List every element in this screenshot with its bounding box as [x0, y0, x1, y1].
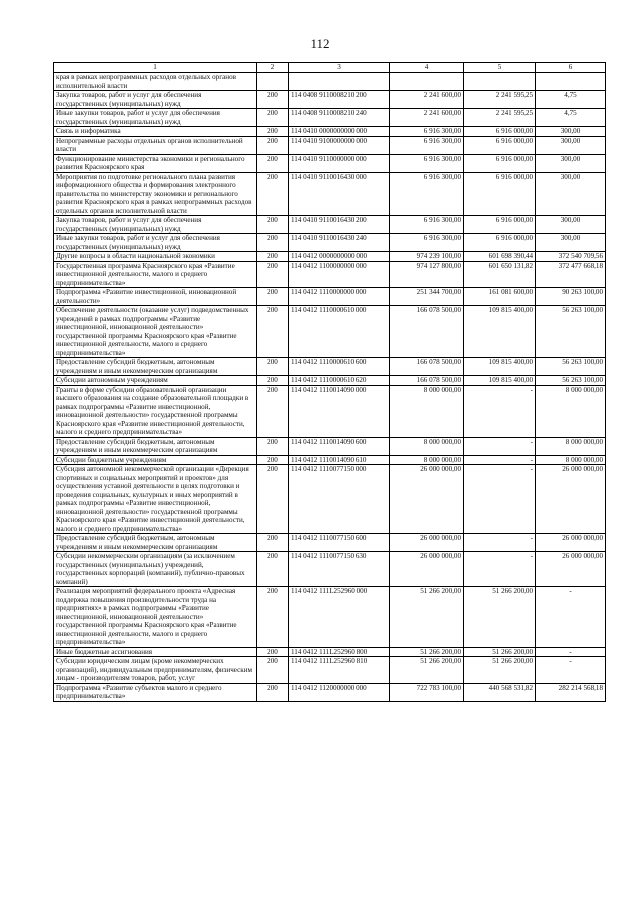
row-remaining-amount-cell: 26 000 000,00: [536, 465, 606, 534]
row-name-cell: Подпрограмма «Развитие субъектов малого и среднего предпринимательства»: [54, 683, 257, 701]
row-classification-code-cell: 114 0412 1110000610 000: [289, 306, 390, 358]
row-name-cell: Субсидии некоммерческим организациям (за исключением государственных (муниципальных) учреждений, государственных корпораций (компаний), публично-правовых компаний): [54, 552, 257, 587]
row-approved-amount-cell: 26 000 000,00: [390, 552, 464, 587]
table-row: [54, 154, 606, 172]
row-approved-amount-cell: 2 241 600,00: [390, 109, 464, 127]
table-row: [54, 455, 606, 465]
row-classification-code-cell: 114 0410 9100000000 000: [289, 136, 390, 154]
row-code-cell: 200: [257, 683, 289, 701]
row-classification-code-cell: 114 0412 1110014090 600: [289, 437, 390, 455]
row-executed-amount-cell: 109 815 400,00: [464, 306, 536, 358]
table-row: [54, 136, 606, 154]
row-classification-code-cell: 114 0410 9110016430 000: [289, 172, 390, 216]
row-executed-amount-cell: 109 815 400,00: [464, 376, 536, 386]
row-name-cell: края в рамках непрограммных расходов отдельных органов исполнительной власти: [54, 73, 257, 91]
row-code-cell: 200: [257, 647, 289, 657]
row-name-cell: Мероприятия по подготовке регионального плана развития информационного общества и формирования электронного правительства по министерству экономики и регионального развития Красноярского края в рамках непрограммных расходов отдельных органов исполнительной власти: [54, 172, 257, 216]
row-code-cell: 200: [257, 109, 289, 127]
page-number: 112: [310, 36, 330, 51]
row-approved-amount-cell: [390, 73, 464, 91]
row-remaining-amount-cell: -: [536, 647, 606, 657]
row-approved-amount-cell: 6 916 300,00: [390, 172, 464, 216]
row-executed-amount-cell: 6 916 000,00: [464, 172, 536, 216]
row-executed-amount-cell: 51 266 200,00: [464, 587, 536, 648]
row-executed-amount-cell: [464, 73, 536, 91]
row-remaining-amount-cell: 8 000 000,00: [536, 385, 606, 437]
row-executed-amount-cell: 51 266 200,00: [464, 647, 536, 657]
row-remaining-amount-cell: 300,00: [536, 234, 606, 252]
table-row: [54, 465, 606, 534]
row-executed-amount-cell: 2 241 595,25: [464, 91, 536, 109]
row-remaining-amount-cell: 300,00: [536, 172, 606, 216]
row-classification-code-cell: 114 0412 1110000610 600: [289, 358, 390, 376]
row-approved-amount-cell: 166 078 500,00: [390, 376, 464, 386]
table-row: [54, 234, 606, 252]
row-remaining-amount-cell: 282 214 568,18: [536, 683, 606, 701]
row-approved-amount-cell: 51 266 200,00: [390, 657, 464, 684]
row-approved-amount-cell: 6 916 300,00: [390, 127, 464, 137]
row-approved-amount-cell: 2 241 600,00: [390, 91, 464, 109]
row-executed-amount-cell: 161 081 600,00: [464, 288, 536, 306]
row-executed-amount-cell: -: [464, 437, 536, 455]
column-header: 2: [257, 63, 289, 73]
row-classification-code-cell: 114 0412 111L252960 000: [289, 587, 390, 648]
row-name-cell: Предоставление субсидий бюджетным, автономным учреждениям и иным некоммерческим организациям: [54, 437, 257, 455]
row-executed-amount-cell: -: [464, 552, 536, 587]
table-header-row: [54, 63, 606, 73]
row-classification-code-cell: 114 0408 9110008210 240: [289, 109, 390, 127]
row-code-cell: 200: [257, 216, 289, 234]
table-row: [54, 683, 606, 701]
row-name-cell: Функционирование министерства экономики и регионального развития Красноярского края: [54, 154, 257, 172]
row-approved-amount-cell: 26 000 000,00: [390, 465, 464, 534]
row-approved-amount-cell: 8 000 000,00: [390, 437, 464, 455]
row-code-cell: 200: [257, 385, 289, 437]
table-row: [54, 647, 606, 657]
row-code-cell: 200: [257, 172, 289, 216]
table-row: [54, 261, 606, 288]
row-name-cell: Субсидии юридическим лицам (кроме некоммерческих организаций), индивидуальным предпринимателям, физическим лицам - производителям товаров, работ, услуг: [54, 657, 257, 684]
column-header: 3: [289, 63, 390, 73]
table-row: [54, 127, 606, 137]
row-code-cell: 200: [257, 455, 289, 465]
row-remaining-amount-cell: [536, 73, 606, 91]
row-code-cell: 200: [257, 437, 289, 455]
row-code-cell: 200: [257, 306, 289, 358]
row-name-cell: Гранты в форме субсидии образовательной организации высшего образования на создание образовательной площадки в рамках подпрограммы «Развитие инвестиционной, инновационной деятельности» государственной программы Красноярского края «Развитие инвестиционной деятельности, малого и среднего предпринимательства»: [54, 385, 257, 437]
row-executed-amount-cell: -: [464, 465, 536, 534]
row-remaining-amount-cell: 26 000 000,00: [536, 534, 606, 552]
row-classification-code-cell: 114 0412 1110014090 000: [289, 385, 390, 437]
row-classification-code-cell: 114 0412 1110077150 000: [289, 465, 390, 534]
column-header: 1: [54, 63, 257, 73]
row-remaining-amount-cell: 372 477 668,18: [536, 261, 606, 288]
row-name-cell: Непрограммные расходы отдельных органов исполнительной власти: [54, 136, 257, 154]
row-remaining-amount-cell: 56 263 100,00: [536, 358, 606, 376]
table-row: [54, 109, 606, 127]
row-classification-code-cell: 114 0410 9110000000 000: [289, 154, 390, 172]
row-classification-code-cell: 114 0412 1110000000 000: [289, 288, 390, 306]
row-classification-code-cell: 114 0412 1110014090 610: [289, 455, 390, 465]
row-executed-amount-cell: 6 916 000,00: [464, 234, 536, 252]
table-row: [54, 216, 606, 234]
row-name-cell: Иные бюджетные ассигнования: [54, 647, 257, 657]
row-code-cell: 200: [257, 376, 289, 386]
row-name-cell: Государственная программа Красноярского края «Развитие инвестиционной деятельности, малого и среднего предпринимательства»: [54, 261, 257, 288]
row-approved-amount-cell: 166 078 500,00: [390, 358, 464, 376]
row-classification-code-cell: 114 0412 111L252960 800: [289, 647, 390, 657]
row-executed-amount-cell: 6 916 000,00: [464, 136, 536, 154]
row-name-cell: Закупка товаров, работ и услуг для обеспечения государственных (муниципальных) нужд: [54, 91, 257, 109]
table-row: [54, 376, 606, 386]
row-name-cell: Обеспечение деятельности (оказание услуг) подведомственных учреждений в рамках подпрограммы «Развитие инвестиционной, инновационной деятельности» государственной программы Красноярского края «Развитие инвестиционной деятельности, малого и среднего предпринимательства»: [54, 306, 257, 358]
row-approved-amount-cell: 166 078 500,00: [390, 306, 464, 358]
table-row: [54, 657, 606, 684]
table-row: [54, 534, 606, 552]
row-classification-code-cell: [289, 73, 390, 91]
row-approved-amount-cell: 251 344 700,00: [390, 288, 464, 306]
table-row: [54, 552, 606, 587]
row-code-cell: 200: [257, 358, 289, 376]
row-name-cell: Субсидии бюджетным учреждениям: [54, 455, 257, 465]
row-code-cell: 200: [257, 552, 289, 587]
row-executed-amount-cell: 440 568 531,82: [464, 683, 536, 701]
row-executed-amount-cell: -: [464, 534, 536, 552]
row-classification-code-cell: 114 0412 1110077150 600: [289, 534, 390, 552]
row-code-cell: 200: [257, 154, 289, 172]
row-remaining-amount-cell: 300,00: [536, 216, 606, 234]
row-approved-amount-cell: 8 000 000,00: [390, 455, 464, 465]
table-row: [54, 358, 606, 376]
row-name-cell: Другие вопросы в области национальной экономики: [54, 252, 257, 262]
row-classification-code-cell: 114 0412 0000000000 000: [289, 252, 390, 262]
row-code-cell: 200: [257, 465, 289, 534]
row-remaining-amount-cell: 8 000 000,00: [536, 455, 606, 465]
row-remaining-amount-cell: -: [536, 587, 606, 648]
row-classification-code-cell: 114 0412 1110077150 630: [289, 552, 390, 587]
row-classification-code-cell: 114 0412 111L252960 810: [289, 657, 390, 684]
row-classification-code-cell: 114 0410 0000000000 000: [289, 127, 390, 137]
row-approved-amount-cell: 722 783 100,00: [390, 683, 464, 701]
row-code-cell: [257, 73, 289, 91]
table-row: [54, 91, 606, 109]
row-approved-amount-cell: 51 266 200,00: [390, 587, 464, 648]
row-approved-amount-cell: 6 916 300,00: [390, 136, 464, 154]
row-remaining-amount-cell: 90 263 100,00: [536, 288, 606, 306]
row-remaining-amount-cell: 4,75: [536, 91, 606, 109]
row-executed-amount-cell: -: [464, 455, 536, 465]
row-remaining-amount-cell: 300,00: [536, 127, 606, 137]
row-approved-amount-cell: 26 000 000,00: [390, 534, 464, 552]
row-remaining-amount-cell: 56 263 100,00: [536, 376, 606, 386]
table-row: [54, 437, 606, 455]
row-approved-amount-cell: 6 916 300,00: [390, 154, 464, 172]
row-code-cell: 200: [257, 587, 289, 648]
row-name-cell: Субсидия автономной некоммерческой организации «Дирекция спортивных и социальных мероприятий и проектов» для осуществления уставной деятельности в целях подготовки и проведения социальных, культурных и иных мероприятий в рамках подпрограммы «Развитие инвестиционной, инновационной деятельности» государственной программы Красноярского края «Развитие инвестиционной деятельности, малого и среднего предпринимательства»: [54, 465, 257, 534]
row-code-cell: 200: [257, 234, 289, 252]
row-classification-code-cell: 114 0412 1110000610 620: [289, 376, 390, 386]
row-name-cell: Закупка товаров, работ и услуг для обеспечения государственных (муниципальных) нужд: [54, 216, 257, 234]
row-name-cell: Реализация мероприятий федерального проекта «Адресная поддержка повышения производительности труда на предприятиях» в рамках подпрограммы «Развитие инвестиционной, инновационной деятельности» государственной программы Красноярского края «Развитие инвестиционной деятельности, малого и среднего предпринимательства»: [54, 587, 257, 648]
row-remaining-amount-cell: 372 540 709,56: [536, 252, 606, 262]
row-approved-amount-cell: 6 916 300,00: [390, 216, 464, 234]
row-classification-code-cell: 114 0412 1120000000 000: [289, 683, 390, 701]
row-approved-amount-cell: 51 266 200,00: [390, 647, 464, 657]
table-body: [54, 73, 606, 702]
row-code-cell: 200: [257, 657, 289, 684]
row-remaining-amount-cell: 56 263 100,00: [536, 306, 606, 358]
table-row: [54, 252, 606, 262]
table-row: [54, 587, 606, 648]
row-classification-code-cell: 114 0412 1100000000 000: [289, 261, 390, 288]
row-approved-amount-cell: 974 239 100,00: [390, 252, 464, 262]
row-code-cell: 200: [257, 91, 289, 109]
row-name-cell: Подпрограмма «Развитие инвестиционной, инновационной деятельности»: [54, 288, 257, 306]
row-executed-amount-cell: 6 916 000,00: [464, 127, 536, 137]
row-executed-amount-cell: 109 815 400,00: [464, 358, 536, 376]
row-code-cell: 200: [257, 127, 289, 137]
row-approved-amount-cell: 974 127 800,00: [390, 261, 464, 288]
row-remaining-amount-cell: 26 000 000,00: [536, 552, 606, 587]
row-classification-code-cell: 114 0410 9110016430 200: [289, 216, 390, 234]
table-row: [54, 288, 606, 306]
row-executed-amount-cell: 601 650 131,82: [464, 261, 536, 288]
row-executed-amount-cell: 6 916 000,00: [464, 154, 536, 172]
row-approved-amount-cell: 8 000 000,00: [390, 385, 464, 437]
row-classification-code-cell: 114 0410 9110016430 240: [289, 234, 390, 252]
table-row: [54, 73, 606, 91]
row-name-cell: Предоставление субсидий бюджетным, автономным учреждениям и иным некоммерческим организациям: [54, 534, 257, 552]
table-row: [54, 172, 606, 216]
budget-table: [53, 62, 606, 702]
row-remaining-amount-cell: 4,75: [536, 109, 606, 127]
row-executed-amount-cell: 601 698 390,44: [464, 252, 536, 262]
row-code-cell: 200: [257, 288, 289, 306]
row-executed-amount-cell: 51 266 200,00: [464, 657, 536, 684]
row-classification-code-cell: 114 0408 9110008210 200: [289, 91, 390, 109]
row-remaining-amount-cell: 8 000 000,00: [536, 437, 606, 455]
row-code-cell: 200: [257, 261, 289, 288]
row-name-cell: Иные закупки товаров, работ и услуг для обеспечения государственных (муниципальных) нужд: [54, 109, 257, 127]
row-name-cell: Предоставление субсидий бюджетным, автономным учреждениям и иным некоммерческим организациям: [54, 358, 257, 376]
row-name-cell: Связь и информатика: [54, 127, 257, 137]
row-code-cell: 200: [257, 534, 289, 552]
row-remaining-amount-cell: -: [536, 657, 606, 684]
row-remaining-amount-cell: 300,00: [536, 136, 606, 154]
row-approved-amount-cell: 6 916 300,00: [390, 234, 464, 252]
table-row: [54, 385, 606, 437]
row-name-cell: Субсидии автономным учреждениям: [54, 376, 257, 386]
row-code-cell: 200: [257, 252, 289, 262]
row-code-cell: 200: [257, 136, 289, 154]
column-header: 6: [536, 63, 606, 73]
row-name-cell: Иные закупки товаров, работ и услуг для обеспечения государственных (муниципальных) нужд: [54, 234, 257, 252]
row-executed-amount-cell: -: [464, 385, 536, 437]
table-row: [54, 306, 606, 358]
row-remaining-amount-cell: 300,00: [536, 154, 606, 172]
row-executed-amount-cell: 2 241 595,25: [464, 109, 536, 127]
column-header: 5: [464, 63, 536, 73]
row-executed-amount-cell: 6 916 000,00: [464, 216, 536, 234]
column-header: 4: [390, 63, 464, 73]
